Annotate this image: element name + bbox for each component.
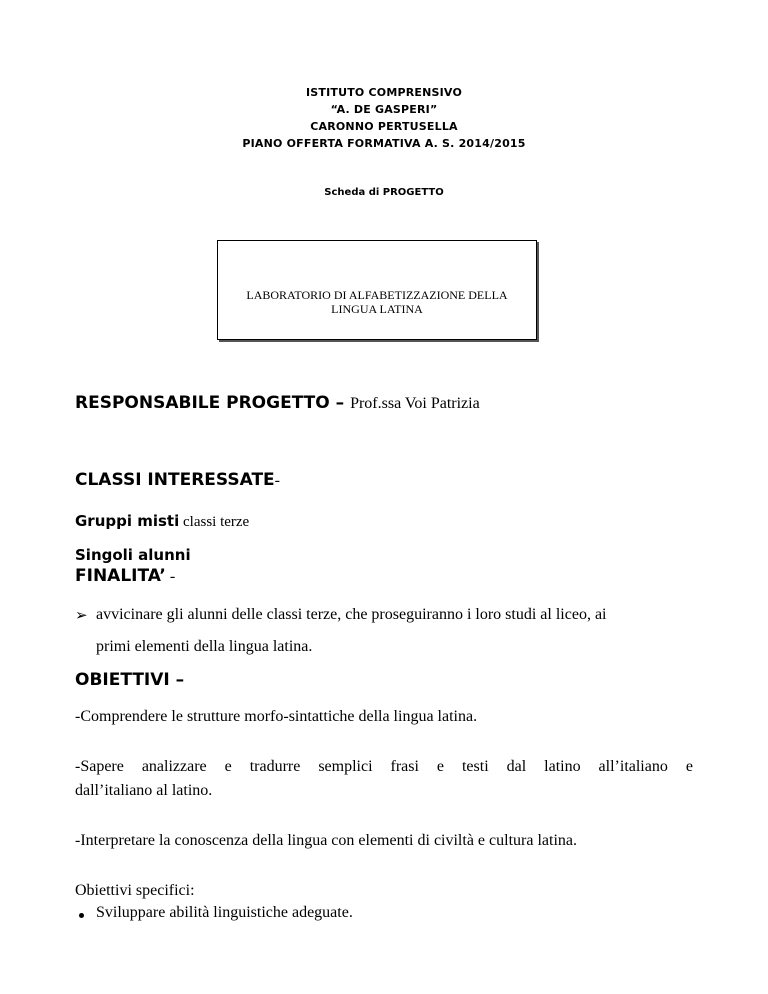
word: frasi — [390, 758, 419, 775]
word: dal — [506, 758, 527, 775]
plan-year: PIANO OFFERTA FORMATIVA A. S. 2014/2015 — [242, 137, 526, 150]
arrow-bullet-icon: ➢ — [75, 606, 88, 624]
classi-suffix: - — [274, 472, 280, 489]
project-title-line1: LABORATORIO DI ALFABETIZZAZIONE DELLA — [246, 288, 508, 302]
classi-label: CLASSI INTERESSATE — [75, 470, 275, 490]
word: e — [224, 758, 232, 775]
responsabile-value: Prof.ssa Voi Patrizia — [350, 395, 480, 412]
singoli-label: Singoli alunni — [75, 546, 191, 564]
word: latino — [544, 758, 581, 775]
gruppi-value: classi terze — [179, 514, 250, 530]
obiettivo-3: -Interpretare la conoscenza della lingua con elementi di civiltà e cultura latina. — [75, 832, 577, 849]
gruppi-line — [75, 512, 249, 531]
responsabile-section — [75, 393, 480, 413]
obiettivo-2-line1 — [75, 758, 693, 776]
word: all’italiano — [598, 758, 668, 775]
obiettivi-label: OBIETTIVI – — [75, 670, 185, 690]
finalita-label: FINALITA’ — [75, 566, 166, 586]
gruppi-label: Gruppi misti — [75, 512, 180, 530]
finalita-section — [75, 566, 175, 586]
word: analizzare — [141, 758, 207, 775]
finalita-bullet-line1: avvicinare gli alunni delle classi terze, che proseguiranno i loro studi al liceo, ai — [96, 606, 607, 623]
obiettivo-2-line2: dall’italiano al latino. — [75, 782, 213, 799]
obiettivo-1: -Comprendere le strutture morfo-sintattiche della lingua latina. — [75, 708, 478, 725]
obiettivi-specifici-label: Obiettivi specifici: — [75, 882, 195, 899]
responsabile-label: RESPONSABILE PROGETTO – — [75, 393, 351, 413]
finalita-suffix: - — [165, 568, 176, 585]
finalita-bullet-line2: primi elementi della lingua latina. — [96, 638, 313, 655]
word: e — [685, 758, 693, 775]
word: -Sapere — [75, 758, 124, 775]
obiettivo-specifico-1: Sviluppare abilità linguistiche adeguate. — [96, 904, 353, 921]
school-dedication: “A. DE GASPERI” — [330, 103, 438, 116]
word: semplici — [318, 758, 373, 775]
school-town: CARONNO PERTUSELLA — [310, 120, 458, 133]
word: testi — [461, 758, 489, 775]
word: tradurre — [249, 758, 301, 775]
scheda-label: Scheda di PROGETTO — [324, 187, 444, 198]
word: e — [436, 758, 445, 775]
project-title-box — [217, 240, 537, 340]
school-name: ISTITUTO COMPRENSIVO — [305, 86, 463, 99]
bullet-dot-icon — [79, 913, 84, 918]
classi-section — [75, 470, 280, 490]
project-title-line2: LINGUA LATINA — [331, 302, 423, 316]
